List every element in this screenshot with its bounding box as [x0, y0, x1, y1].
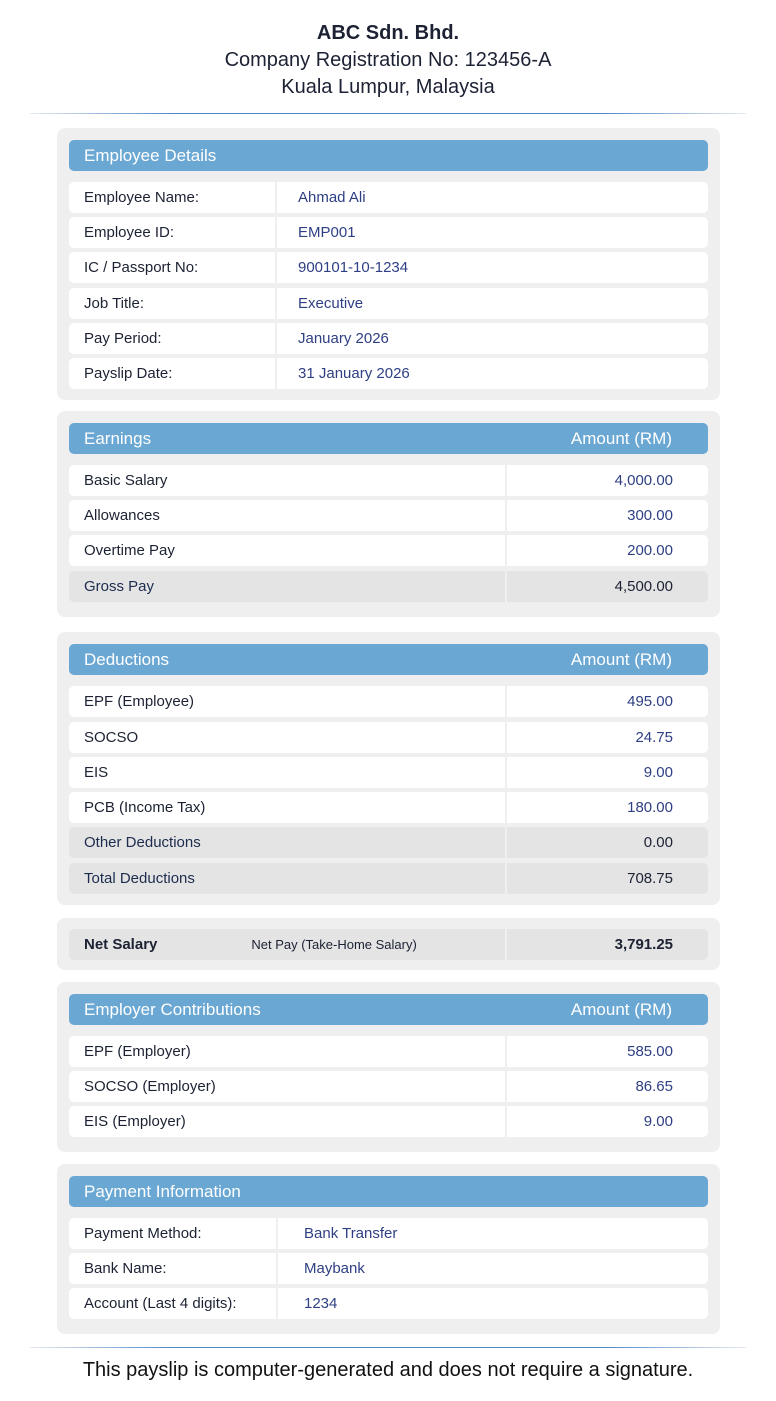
deductions-row-other — [69, 827, 708, 858]
detail-value: Ahmad Ali — [275, 182, 708, 213]
earnings-row-gross-pay — [69, 571, 708, 602]
earnings-row-allowances — [69, 500, 708, 531]
net-salary-section — [57, 918, 720, 970]
detail-row-employee-name — [69, 182, 708, 213]
contribution-amount: 585.00 — [505, 1036, 708, 1067]
payment-row-bank-name — [69, 1253, 708, 1284]
contribution-label: EPF (Employer) — [84, 1043, 191, 1060]
payslip-header — [0, 0, 776, 101]
contribution-label: SOCSO (Employer) — [84, 1078, 216, 1095]
gross-pay-amount: 4,500.00 — [505, 571, 708, 602]
detail-label: Pay Period: — [84, 330, 162, 347]
contribution-row-epf-employer — [69, 1036, 708, 1067]
earnings-row-overtime-pay — [69, 535, 708, 566]
total-deductions-label: Total Deductions — [84, 870, 195, 887]
deductions-row-pcb — [69, 792, 708, 823]
earnings-header — [69, 423, 708, 454]
earning-label: Basic Salary — [84, 472, 168, 489]
contribution-amount: 9.00 — [505, 1106, 708, 1137]
net-salary-note: Net Pay (Take-Home Salary) — [251, 937, 417, 952]
detail-label: IC / Passport No: — [84, 259, 199, 276]
detail-value: January 2026 — [275, 323, 708, 354]
payment-label: Account (Last 4 digits): — [84, 1295, 237, 1312]
company-location: Kuala Lumpur, Malaysia — [281, 76, 495, 98]
footer-note: This payslip is computer-generated and does not require a signature. — [82, 1359, 694, 1381]
deductions-title: Deductions — [84, 649, 170, 669]
payment-value: 1234 — [276, 1288, 708, 1319]
header-divider — [30, 113, 746, 114]
payment-row-account — [69, 1288, 708, 1319]
payment-label: Payment Method: — [84, 1225, 202, 1242]
deductions-section — [57, 632, 720, 905]
deductions-row-total — [69, 863, 708, 894]
deductions-header — [69, 644, 708, 675]
deduction-label: SOCSO — [84, 729, 139, 746]
deductions-row-socso — [69, 722, 708, 753]
deduction-amount: 495.00 — [505, 686, 708, 717]
payment-information-title: Payment Information — [84, 1181, 241, 1201]
earnings-amount-header: Amount (RM) — [570, 428, 672, 448]
other-deductions-label: Other Deductions — [84, 834, 201, 851]
employee-details-header — [69, 140, 708, 171]
earning-amount: 200.00 — [505, 535, 708, 566]
payment-value: Maybank — [276, 1253, 708, 1284]
contribution-label: EIS (Employer) — [84, 1113, 186, 1130]
earnings-row-basic-salary — [69, 465, 708, 496]
detail-label: Employee ID: — [84, 224, 175, 241]
net-salary-row — [69, 929, 708, 960]
earnings-title: Earnings — [84, 428, 152, 448]
gross-pay-label: Gross Pay — [84, 578, 155, 595]
earning-label: Overtime Pay — [84, 542, 175, 559]
deduction-label: PCB (Income Tax) — [84, 799, 206, 816]
deduction-amount: 180.00 — [505, 792, 708, 823]
deductions-amount-header: Amount (RM) — [570, 649, 672, 669]
employer-contributions-amount-header: Amount (RM) — [570, 999, 672, 1019]
employer-contributions-section — [57, 982, 720, 1152]
employee-details-title: Employee Details — [84, 145, 217, 165]
detail-value: EMP001 — [275, 217, 708, 248]
total-deductions-amount: 708.75 — [505, 863, 708, 894]
footer-divider — [30, 1347, 746, 1348]
payment-information-header — [69, 1176, 708, 1207]
detail-label: Job Title: — [84, 295, 145, 312]
other-deductions-amount: 0.00 — [505, 827, 708, 858]
employee-details-section — [57, 128, 720, 400]
earnings-section — [57, 411, 720, 617]
net-salary-label-cell — [69, 929, 505, 960]
deductions-row-epf-employee — [69, 686, 708, 717]
payment-row-method — [69, 1218, 708, 1249]
detail-label: Payslip Date: — [84, 365, 173, 382]
detail-value: 31 January 2026 — [275, 358, 708, 389]
detail-value: Executive — [275, 288, 708, 319]
earning-label: Allowances — [84, 507, 160, 524]
deduction-label: EIS — [84, 764, 109, 781]
detail-row-payslip-date — [69, 358, 708, 389]
contribution-row-eis-employer — [69, 1106, 708, 1137]
detail-row-job-title — [69, 288, 708, 319]
detail-row-employee-id — [69, 217, 708, 248]
company-registration: Company Registration No: 123456-A — [224, 49, 552, 71]
detail-label: Employee Name: — [84, 189, 200, 206]
detail-row-ic-passport — [69, 252, 708, 283]
deduction-amount: 24.75 — [505, 722, 708, 753]
payment-value: Bank Transfer — [276, 1218, 708, 1249]
company-name: ABC Sdn. Bhd. — [316, 22, 460, 44]
deductions-row-eis — [69, 757, 708, 788]
payment-information-section — [57, 1164, 720, 1334]
detail-value: 900101-10-1234 — [275, 252, 708, 283]
net-salary-label: Net Salary — [84, 936, 158, 953]
deduction-amount: 9.00 — [505, 757, 708, 788]
employer-contributions-title: Employer Contributions — [84, 999, 261, 1019]
deduction-label: EPF (Employee) — [84, 693, 195, 710]
contribution-row-socso-employer — [69, 1071, 708, 1102]
employer-contributions-header — [69, 994, 708, 1025]
earning-amount: 4,000.00 — [505, 465, 708, 496]
detail-row-pay-period — [69, 323, 708, 354]
payment-label: Bank Name: — [84, 1260, 167, 1277]
contribution-amount: 86.65 — [505, 1071, 708, 1102]
earning-amount: 300.00 — [505, 500, 708, 531]
net-salary-amount: 3,791.25 — [505, 929, 708, 960]
